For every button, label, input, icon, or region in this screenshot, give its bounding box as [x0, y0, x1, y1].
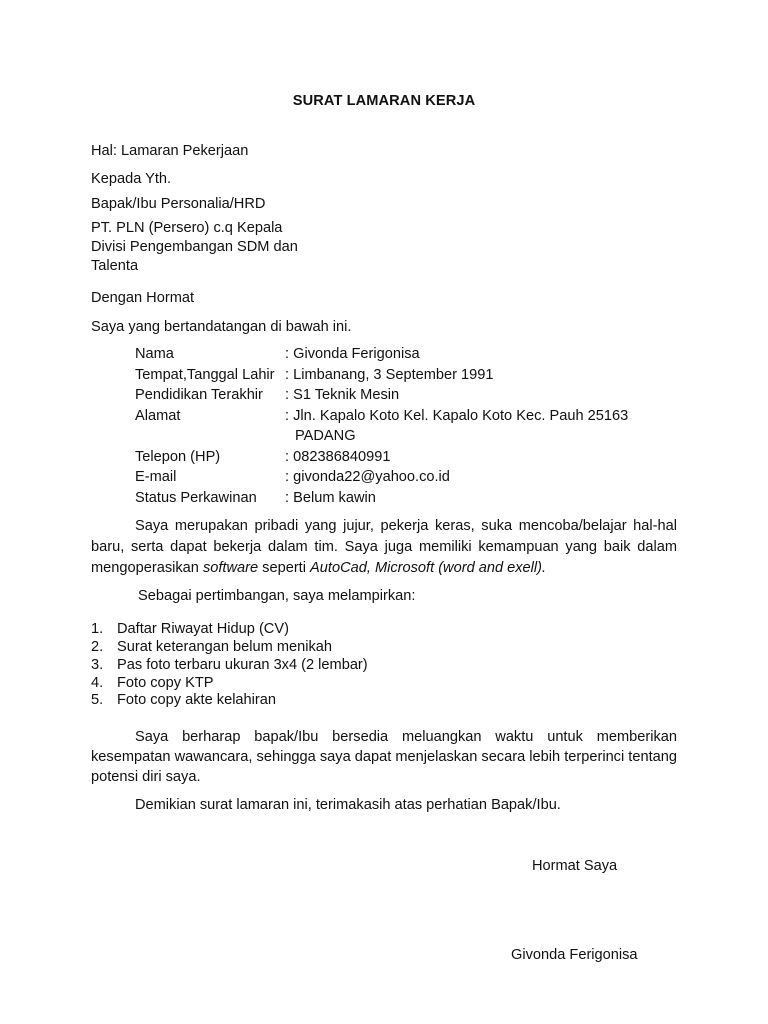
- list-text: Foto copy KTP: [117, 675, 214, 691]
- identity-label: E-mail: [135, 469, 177, 485]
- identity-label: Status Perkawinan: [135, 490, 257, 506]
- list-number: 1.: [91, 621, 104, 637]
- identity-label: Tempat,Tanggal Lahir: [135, 367, 275, 383]
- body-paragraph-1-italic-cont: AutoCad, Microsoft (word and exell).: [310, 560, 547, 576]
- body-paragraph-1-text: Saya merupakan pribadi yang jujur, pekerja keras, suka mencoba/belajar hal-hal baru, serta dapat bekerja dalam tim. Saya juga memiliki kemampuan yang baik dalam mengoperasikan: [91, 518, 677, 576]
- greeting: Dengan Hormat: [91, 290, 195, 306]
- body-paragraph-1-text-cont: seperti: [258, 560, 311, 576]
- recipient-division: Divisi Pengembangan SDM dan: [91, 239, 298, 255]
- recipient-division-cont: Talenta: [91, 258, 139, 274]
- list-text: Foto copy akte kelahiran: [117, 692, 276, 708]
- signoff: Hormat Saya: [532, 858, 618, 874]
- body-paragraph-1: [91, 516, 677, 579]
- recipient-company: PT. PLN (Persero) c.q Kepala: [91, 220, 283, 236]
- list-number: 3.: [91, 657, 104, 673]
- attachments-intro: Sebagai pertimbangan, saya melampirkan:: [138, 588, 416, 604]
- identity-value-cont: PADANG: [295, 428, 356, 444]
- body-paragraph-2: Saya berharap bapak/Ibu bersedia meluangkan waktu untuk memberikan kesempatan wawancara, sehingga saya dapat menjelaskan secara lebih terperinci tentang potensi diri saya.: [91, 729, 677, 785]
- list-text: Surat keterangan belum menikah: [117, 639, 332, 655]
- list-item: [91, 657, 368, 673]
- intro-line: Saya yang bertandatangan di bawah ini.: [91, 319, 352, 335]
- identity-label: Nama: [135, 346, 174, 362]
- list-number: 5.: [91, 692, 104, 708]
- list-item: [91, 621, 289, 637]
- list-item: [91, 639, 332, 655]
- identity-value: : Givonda Ferigonisa: [285, 346, 420, 362]
- signature-name: Givonda Ferigonisa: [511, 947, 638, 963]
- recipient-line-2: Bapak/Ibu Personalia/HRD: [91, 196, 266, 212]
- list-text: Daftar Riwayat Hidup (CV): [117, 621, 289, 637]
- recipient-line-1: Kepada Yth.: [91, 171, 172, 187]
- list-number: 2.: [91, 639, 104, 655]
- letter-title: SURAT LAMARAN KERJA: [292, 93, 476, 109]
- identity-value: : givonda22@yahoo.co.id: [285, 469, 450, 485]
- identity-value: : Limbanang, 3 September 1991: [285, 367, 494, 383]
- identity-label: Pendidikan Terakhir: [135, 387, 263, 403]
- list-text: Pas foto terbaru ukuran 3x4 (2 lembar): [117, 657, 368, 673]
- body-paragraph-1-italic: software: [202, 560, 259, 576]
- list-item: [91, 692, 276, 708]
- identity-value: : S1 Teknik Mesin: [285, 387, 400, 403]
- identity-label: Alamat: [135, 408, 181, 424]
- list-item: [91, 675, 214, 691]
- identity-value: : Jln. Kapalo Koto Kel. Kapalo Koto Kec. Pauh 25163: [285, 408, 629, 424]
- subject-line: Hal: Lamaran Pekerjaan: [91, 143, 249, 159]
- identity-value: : Belum kawin: [285, 490, 376, 506]
- identity-label: Telepon (HP): [135, 449, 221, 465]
- identity-value: : 082386840991: [285, 449, 391, 465]
- list-number: 4.: [91, 675, 104, 691]
- closing-line: Demikian surat lamaran ini, terimakasih atas perhatian Bapak/Ibu.: [135, 797, 561, 813]
